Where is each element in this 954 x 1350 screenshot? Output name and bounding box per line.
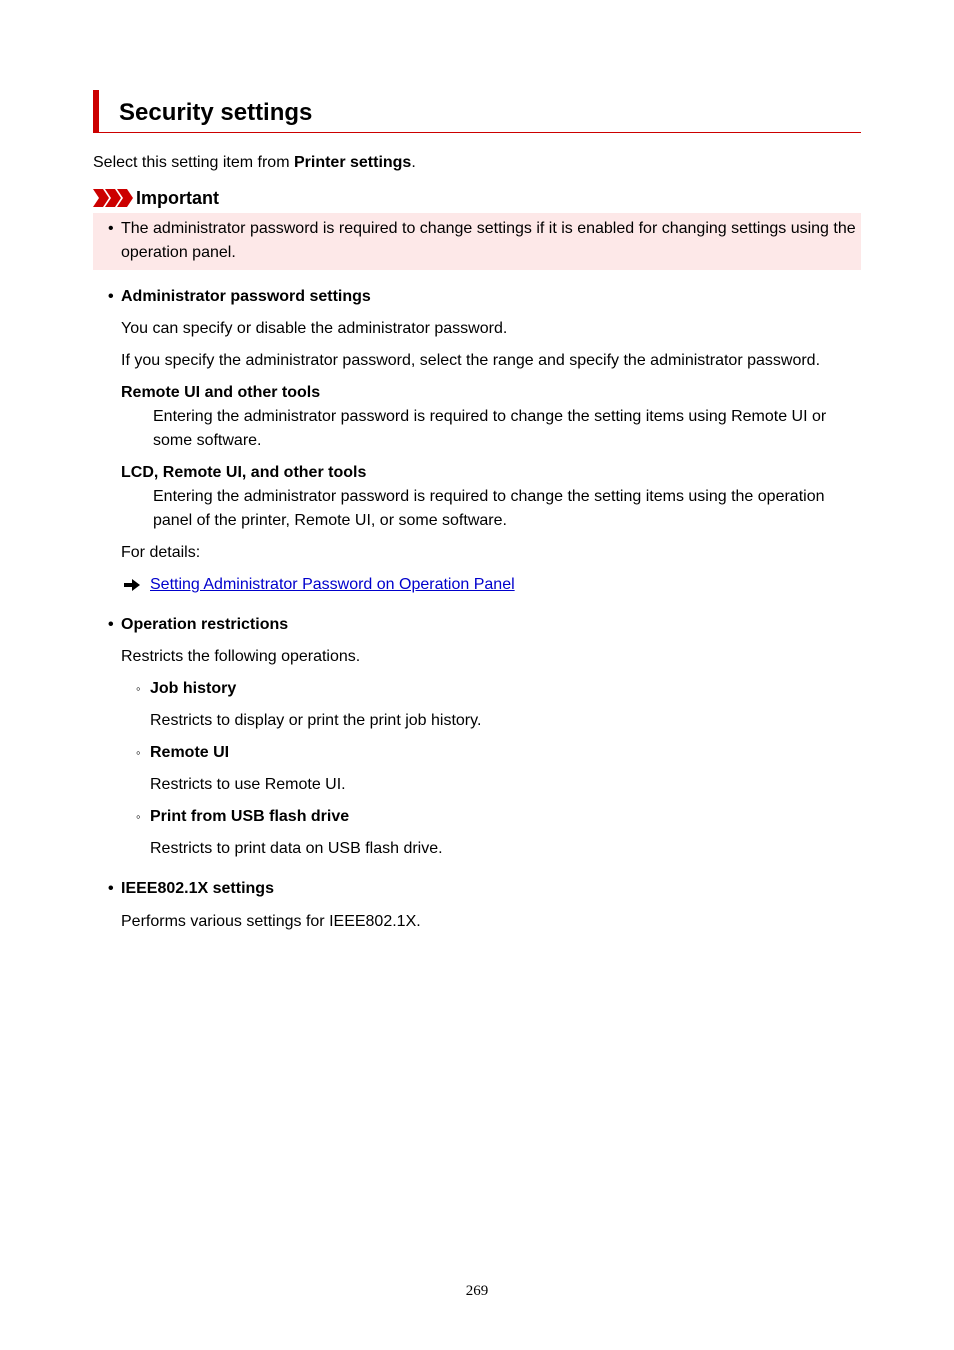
important-item: The administrator password is required to change settings if it is enabled for changing settings using the operation panel. bbox=[121, 220, 856, 261]
intro-prefix: Select this setting item from bbox=[93, 154, 294, 171]
operation-bullet: • bbox=[108, 616, 114, 633]
operation-paragraph-1: Restricts the following operations. bbox=[121, 648, 361, 665]
page-title: Security settings bbox=[119, 99, 313, 126]
ieee-paragraph-1: Performs various settings for IEEE802.1X. bbox=[121, 913, 421, 930]
lcd-desc-line-1: Entering the administrator password is required to change the setting items using the operation bbox=[153, 488, 825, 505]
admin-section-title: Administrator password settings bbox=[121, 288, 371, 305]
page-number: 269 bbox=[465, 1283, 489, 1299]
ieee-bullet: • bbox=[108, 880, 114, 897]
admin-paragraph-2: If you specify the administrator password, select the range and specify the administrator password. bbox=[121, 352, 821, 369]
remote-ui-desc-line-2: some software. bbox=[153, 432, 262, 449]
lcd-desc-line-2: panel of the printer, Remote UI, or some software. bbox=[153, 512, 507, 529]
title-accent-bar bbox=[93, 90, 99, 133]
remote-ui-title: Remote UI bbox=[150, 744, 230, 761]
title-underline bbox=[93, 132, 861, 133]
remote-ui-bullet: ◦ bbox=[136, 745, 141, 760]
usb-print-title: Print from USB flash drive bbox=[150, 808, 350, 825]
important-bullet: • bbox=[108, 220, 114, 237]
details-label: For details: bbox=[121, 544, 201, 561]
ieee-section-title: IEEE802.1X settings bbox=[121, 880, 274, 897]
admin-password-link[interactable]: Setting Administrator Password on Operation Panel bbox=[150, 576, 515, 593]
lcd-term: LCD, Remote UI, and other tools bbox=[121, 464, 367, 481]
arrow-right-icon bbox=[124, 579, 140, 591]
job-history-title: Job history bbox=[150, 680, 237, 697]
admin-paragraph-1: You can specify or disable the administrator password. bbox=[121, 320, 508, 337]
usb-print-bullet: ◦ bbox=[136, 809, 141, 824]
remote-ui-desc-line-1: Entering the administrator password is required to change the setting items using Remote UI or bbox=[153, 408, 827, 425]
intro-text bbox=[93, 151, 416, 175]
job-history-desc: Restricts to display or print the print job history. bbox=[150, 712, 482, 729]
important-label: Important bbox=[136, 188, 219, 208]
usb-print-desc: Restricts to print data on USB flash drive. bbox=[150, 840, 443, 857]
job-history-bullet: ◦ bbox=[136, 681, 141, 696]
intro-suffix: . bbox=[411, 154, 416, 171]
intro-bold: Printer settings bbox=[293, 154, 412, 171]
important-chevrons-icon bbox=[93, 189, 133, 207]
admin-bullet: • bbox=[108, 288, 114, 305]
remote-ui-term: Remote UI and other tools bbox=[121, 384, 321, 401]
remote-ui-desc: Restricts to use Remote UI. bbox=[150, 776, 346, 793]
operation-section-title: Operation restrictions bbox=[121, 616, 289, 633]
